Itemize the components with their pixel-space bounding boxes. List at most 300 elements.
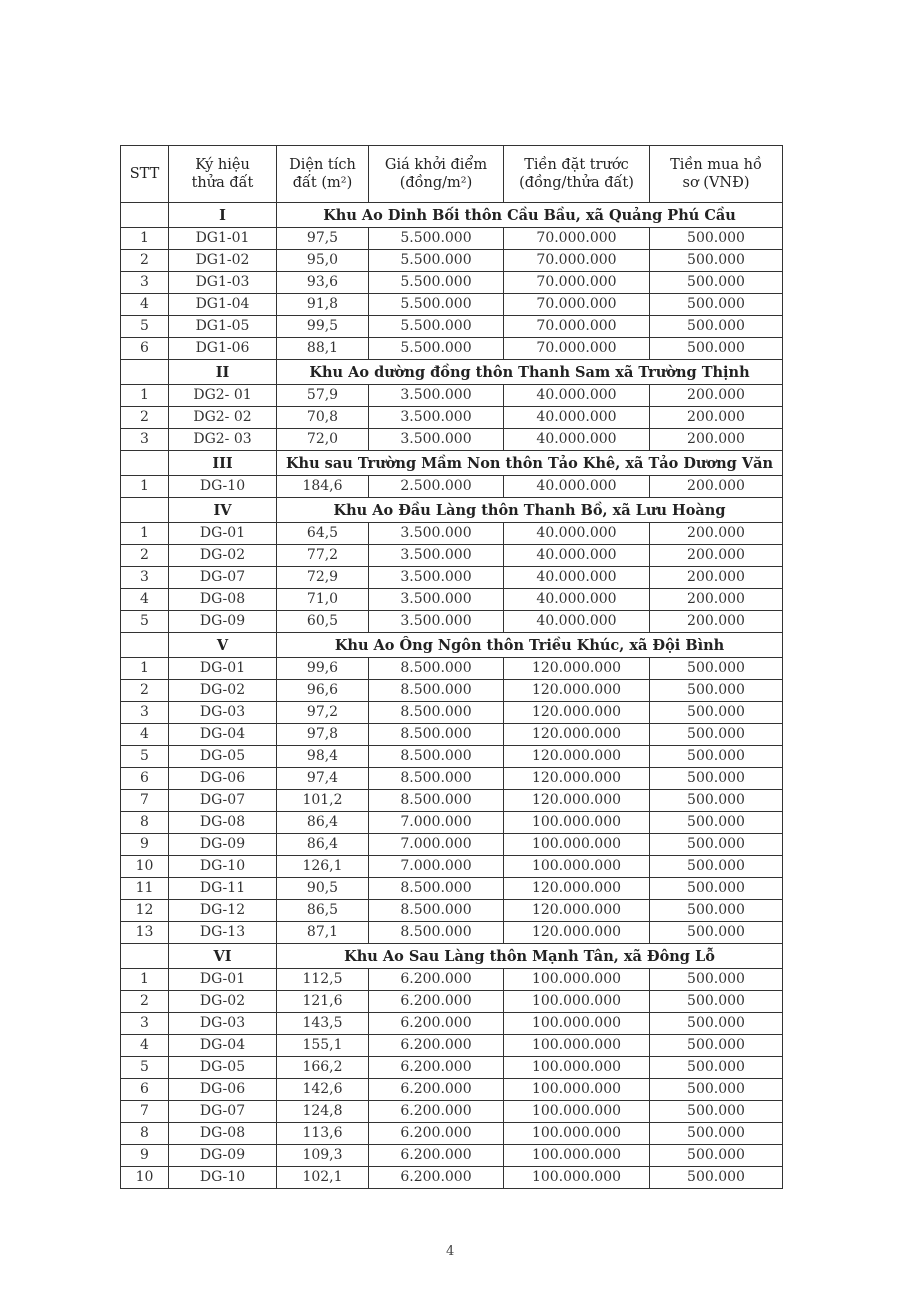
table-row bbox=[121, 272, 783, 294]
cell-plot-code: DG-02 bbox=[169, 545, 277, 567]
cell-dossier-fee: 200.000 bbox=[650, 523, 783, 545]
table-row bbox=[121, 294, 783, 316]
cell-stt: 4 bbox=[121, 589, 169, 611]
cell-deposit: 70.000.000 bbox=[504, 338, 650, 360]
cell-deposit: 70.000.000 bbox=[504, 250, 650, 272]
cell-stt: 2 bbox=[121, 407, 169, 429]
cell-dossier-fee: 500.000 bbox=[650, 1145, 783, 1167]
cell-deposit: 40.000.000 bbox=[504, 567, 650, 589]
cell-stt: 3 bbox=[121, 272, 169, 294]
cell-plot-code: DG-01 bbox=[169, 658, 277, 680]
section-name: Khu Ao Đầu Làng thôn Thanh Bồ, xã Lưu Hoàng bbox=[277, 498, 783, 523]
cell-deposit: 100.000.000 bbox=[504, 1145, 650, 1167]
cell-stt: 10 bbox=[121, 856, 169, 878]
table-row bbox=[121, 969, 783, 991]
section-row bbox=[121, 944, 783, 969]
header-line: (đồng/thửa đất) bbox=[519, 175, 634, 191]
cell-dossier-fee: 500.000 bbox=[650, 338, 783, 360]
cell-dossier-fee: 500.000 bbox=[650, 1035, 783, 1057]
cell-area: 124,8 bbox=[277, 1101, 369, 1123]
cell-area: 97,2 bbox=[277, 702, 369, 724]
header-stt bbox=[121, 146, 169, 203]
header-line: STT bbox=[129, 166, 160, 182]
section-empty-cell bbox=[121, 451, 169, 476]
cell-plot-code: DG-06 bbox=[169, 768, 277, 790]
cell-plot-code: DG-06 bbox=[169, 1079, 277, 1101]
cell-stt: 4 bbox=[121, 724, 169, 746]
cell-starting-price: 3.500.000 bbox=[369, 407, 504, 429]
table-row bbox=[121, 746, 783, 768]
cell-deposit: 70.000.000 bbox=[504, 316, 650, 338]
cell-deposit: 100.000.000 bbox=[504, 812, 650, 834]
cell-deposit: 120.000.000 bbox=[504, 680, 650, 702]
cell-stt: 2 bbox=[121, 991, 169, 1013]
cell-area: 97,4 bbox=[277, 768, 369, 790]
header-line: Tiền đặt trước bbox=[524, 157, 629, 173]
cell-plot-code: DG-09 bbox=[169, 1145, 277, 1167]
cell-starting-price: 6.200.000 bbox=[369, 1035, 504, 1057]
cell-starting-price: 6.200.000 bbox=[369, 1123, 504, 1145]
header-starting-price bbox=[369, 146, 504, 203]
cell-starting-price: 3.500.000 bbox=[369, 429, 504, 451]
cell-area: 142,6 bbox=[277, 1079, 369, 1101]
section-row bbox=[121, 451, 783, 476]
cell-starting-price: 5.500.000 bbox=[369, 228, 504, 250]
cell-starting-price: 6.200.000 bbox=[369, 1057, 504, 1079]
table-row bbox=[121, 702, 783, 724]
cell-dossier-fee: 500.000 bbox=[650, 991, 783, 1013]
section-empty-cell bbox=[121, 498, 169, 523]
cell-plot-code: DG-12 bbox=[169, 900, 277, 922]
section-numeral: VI bbox=[169, 944, 277, 969]
cell-starting-price: 8.500.000 bbox=[369, 922, 504, 944]
header-line: Diện tích bbox=[289, 157, 356, 173]
cell-stt: 10 bbox=[121, 1167, 169, 1189]
cell-plot-code: DG-10 bbox=[169, 856, 277, 878]
cell-dossier-fee: 500.000 bbox=[650, 1167, 783, 1189]
cell-area: 97,8 bbox=[277, 724, 369, 746]
header-line: Giá khởi điểm bbox=[384, 157, 488, 173]
section-empty-cell bbox=[121, 944, 169, 969]
header-row bbox=[121, 146, 783, 203]
cell-area: 57,9 bbox=[277, 385, 369, 407]
cell-stt: 5 bbox=[121, 611, 169, 633]
cell-dossier-fee: 500.000 bbox=[650, 680, 783, 702]
cell-dossier-fee: 200.000 bbox=[650, 476, 783, 498]
cell-deposit: 100.000.000 bbox=[504, 834, 650, 856]
table-row bbox=[121, 385, 783, 407]
cell-deposit: 120.000.000 bbox=[504, 702, 650, 724]
cell-area: 86,4 bbox=[277, 812, 369, 834]
cell-plot-code: DG-04 bbox=[169, 1035, 277, 1057]
cell-starting-price: 8.500.000 bbox=[369, 790, 504, 812]
cell-deposit: 100.000.000 bbox=[504, 1013, 650, 1035]
cell-plot-code: DG-05 bbox=[169, 1057, 277, 1079]
cell-starting-price: 5.500.000 bbox=[369, 272, 504, 294]
cell-stt: 11 bbox=[121, 878, 169, 900]
cell-deposit: 120.000.000 bbox=[504, 900, 650, 922]
section-numeral: II bbox=[169, 360, 277, 385]
cell-area: 64,5 bbox=[277, 523, 369, 545]
cell-area: 71,0 bbox=[277, 589, 369, 611]
cell-dossier-fee: 500.000 bbox=[650, 900, 783, 922]
section-name: Khu Ao Ông Ngôn thôn Triều Khúc, xã Đội Bình bbox=[277, 633, 783, 658]
cell-dossier-fee: 500.000 bbox=[650, 272, 783, 294]
header-line: thửa đất bbox=[191, 175, 254, 191]
cell-deposit: 100.000.000 bbox=[504, 856, 650, 878]
cell-plot-code: DG2- 03 bbox=[169, 429, 277, 451]
cell-dossier-fee: 500.000 bbox=[650, 790, 783, 812]
cell-stt: 2 bbox=[121, 250, 169, 272]
table-row bbox=[121, 1013, 783, 1035]
cell-area: 155,1 bbox=[277, 1035, 369, 1057]
cell-plot-code: DG2- 01 bbox=[169, 385, 277, 407]
cell-starting-price: 8.500.000 bbox=[369, 878, 504, 900]
cell-plot-code: DG-05 bbox=[169, 746, 277, 768]
table-row bbox=[121, 1123, 783, 1145]
cell-stt: 7 bbox=[121, 790, 169, 812]
cell-deposit: 70.000.000 bbox=[504, 228, 650, 250]
cell-stt: 8 bbox=[121, 1123, 169, 1145]
cell-deposit: 100.000.000 bbox=[504, 1079, 650, 1101]
cell-dossier-fee: 500.000 bbox=[650, 316, 783, 338]
cell-stt: 8 bbox=[121, 812, 169, 834]
section-name: Khu Ao Sau Làng thôn Mạnh Tân, xã Đông Lỗ bbox=[277, 944, 783, 969]
header-dossier-fee bbox=[650, 146, 783, 203]
cell-area: 99,6 bbox=[277, 658, 369, 680]
cell-area: 91,8 bbox=[277, 294, 369, 316]
cell-stt: 1 bbox=[121, 523, 169, 545]
cell-stt: 6 bbox=[121, 1079, 169, 1101]
cell-area: 97,5 bbox=[277, 228, 369, 250]
cell-plot-code: DG-10 bbox=[169, 1167, 277, 1189]
cell-dossier-fee: 500.000 bbox=[650, 1079, 783, 1101]
header-line: Ký hiệu bbox=[195, 157, 250, 173]
cell-area: 72,9 bbox=[277, 567, 369, 589]
cell-starting-price: 6.200.000 bbox=[369, 1101, 504, 1123]
cell-plot-code: DG-03 bbox=[169, 1013, 277, 1035]
cell-deposit: 100.000.000 bbox=[504, 1101, 650, 1123]
cell-dossier-fee: 500.000 bbox=[650, 702, 783, 724]
cell-area: 95,0 bbox=[277, 250, 369, 272]
cell-stt: 4 bbox=[121, 294, 169, 316]
land-plot-table bbox=[120, 145, 783, 1189]
table-row bbox=[121, 611, 783, 633]
cell-starting-price: 8.500.000 bbox=[369, 746, 504, 768]
cell-starting-price: 7.000.000 bbox=[369, 812, 504, 834]
cell-stt: 1 bbox=[121, 228, 169, 250]
cell-plot-code: DG-07 bbox=[169, 567, 277, 589]
table-row bbox=[121, 228, 783, 250]
section-empty-cell bbox=[121, 633, 169, 658]
cell-deposit: 40.000.000 bbox=[504, 545, 650, 567]
page-number: 4 bbox=[446, 1244, 455, 1259]
cell-plot-code: DG1-03 bbox=[169, 272, 277, 294]
cell-starting-price: 8.500.000 bbox=[369, 724, 504, 746]
cell-dossier-fee: 200.000 bbox=[650, 589, 783, 611]
cell-dossier-fee: 500.000 bbox=[650, 658, 783, 680]
cell-deposit: 70.000.000 bbox=[504, 294, 650, 316]
section-name: Khu Ao Dinh Bối thôn Cầu Bầu, xã Quảng Phú Cầu bbox=[277, 203, 783, 228]
table-row bbox=[121, 1035, 783, 1057]
cell-deposit: 120.000.000 bbox=[504, 746, 650, 768]
cell-plot-code: DG-11 bbox=[169, 878, 277, 900]
cell-stt: 2 bbox=[121, 680, 169, 702]
cell-dossier-fee: 500.000 bbox=[650, 228, 783, 250]
cell-dossier-fee: 200.000 bbox=[650, 429, 783, 451]
cell-deposit: 40.000.000 bbox=[504, 589, 650, 611]
cell-area: 72,0 bbox=[277, 429, 369, 451]
cell-plot-code: DG-13 bbox=[169, 922, 277, 944]
table-row bbox=[121, 724, 783, 746]
cell-stt: 7 bbox=[121, 1101, 169, 1123]
section-numeral: IV bbox=[169, 498, 277, 523]
section-empty-cell bbox=[121, 360, 169, 385]
header-area bbox=[277, 146, 369, 203]
cell-deposit: 100.000.000 bbox=[504, 969, 650, 991]
cell-plot-code: DG1-06 bbox=[169, 338, 277, 360]
cell-starting-price: 5.500.000 bbox=[369, 316, 504, 338]
cell-area: 121,6 bbox=[277, 991, 369, 1013]
cell-deposit: 120.000.000 bbox=[504, 658, 650, 680]
cell-plot-code: DG-02 bbox=[169, 680, 277, 702]
cell-deposit: 40.000.000 bbox=[504, 476, 650, 498]
table-row bbox=[121, 878, 783, 900]
cell-dossier-fee: 200.000 bbox=[650, 611, 783, 633]
cell-area: 126,1 bbox=[277, 856, 369, 878]
table-row bbox=[121, 407, 783, 429]
cell-plot-code: DG1-02 bbox=[169, 250, 277, 272]
cell-dossier-fee: 500.000 bbox=[650, 1123, 783, 1145]
cell-area: 98,4 bbox=[277, 746, 369, 768]
table-header bbox=[121, 146, 783, 203]
cell-stt: 4 bbox=[121, 1035, 169, 1057]
cell-stt: 5 bbox=[121, 316, 169, 338]
header-plot-code bbox=[169, 146, 277, 203]
cell-dossier-fee: 200.000 bbox=[650, 407, 783, 429]
table-row bbox=[121, 567, 783, 589]
section-numeral: V bbox=[169, 633, 277, 658]
cell-starting-price: 6.200.000 bbox=[369, 1079, 504, 1101]
cell-deposit: 120.000.000 bbox=[504, 768, 650, 790]
section-row bbox=[121, 633, 783, 658]
cell-deposit: 120.000.000 bbox=[504, 922, 650, 944]
section-row bbox=[121, 498, 783, 523]
header-line: (đồng/m²) bbox=[399, 175, 473, 191]
cell-starting-price: 3.500.000 bbox=[369, 611, 504, 633]
cell-stt: 12 bbox=[121, 900, 169, 922]
cell-starting-price: 3.500.000 bbox=[369, 385, 504, 407]
table-row bbox=[121, 900, 783, 922]
cell-plot-code: DG-04 bbox=[169, 724, 277, 746]
cell-stt: 1 bbox=[121, 658, 169, 680]
cell-starting-price: 5.500.000 bbox=[369, 250, 504, 272]
cell-deposit: 40.000.000 bbox=[504, 523, 650, 545]
cell-dossier-fee: 500.000 bbox=[650, 250, 783, 272]
cell-starting-price: 3.500.000 bbox=[369, 589, 504, 611]
header-line: sơ (VNĐ) bbox=[682, 175, 750, 191]
section-row bbox=[121, 203, 783, 228]
cell-starting-price: 6.200.000 bbox=[369, 1167, 504, 1189]
table-row bbox=[121, 812, 783, 834]
cell-starting-price: 3.500.000 bbox=[369, 545, 504, 567]
cell-starting-price: 6.200.000 bbox=[369, 1145, 504, 1167]
cell-starting-price: 7.000.000 bbox=[369, 834, 504, 856]
cell-area: 88,1 bbox=[277, 338, 369, 360]
cell-dossier-fee: 500.000 bbox=[650, 724, 783, 746]
cell-dossier-fee: 500.000 bbox=[650, 746, 783, 768]
cell-deposit: 120.000.000 bbox=[504, 878, 650, 900]
cell-plot-code: DG1-04 bbox=[169, 294, 277, 316]
cell-dossier-fee: 200.000 bbox=[650, 385, 783, 407]
cell-area: 184,6 bbox=[277, 476, 369, 498]
cell-dossier-fee: 500.000 bbox=[650, 768, 783, 790]
cell-deposit: 40.000.000 bbox=[504, 385, 650, 407]
section-name: Khu sau Trường Mầm Non thôn Tảo Khê, xã Tảo Dương Văn bbox=[277, 451, 783, 476]
cell-starting-price: 6.200.000 bbox=[369, 1013, 504, 1035]
cell-area: 87,1 bbox=[277, 922, 369, 944]
table-row bbox=[121, 768, 783, 790]
cell-dossier-fee: 500.000 bbox=[650, 1101, 783, 1123]
cell-area: 102,1 bbox=[277, 1167, 369, 1189]
cell-dossier-fee: 500.000 bbox=[650, 812, 783, 834]
cell-dossier-fee: 500.000 bbox=[650, 294, 783, 316]
cell-plot-code: DG-08 bbox=[169, 1123, 277, 1145]
table-row bbox=[121, 316, 783, 338]
section-numeral: I bbox=[169, 203, 277, 228]
cell-plot-code: DG1-01 bbox=[169, 228, 277, 250]
cell-starting-price: 3.500.000 bbox=[369, 567, 504, 589]
cell-area: 60,5 bbox=[277, 611, 369, 633]
cell-stt: 1 bbox=[121, 385, 169, 407]
section-row bbox=[121, 360, 783, 385]
cell-plot-code: DG-09 bbox=[169, 611, 277, 633]
cell-stt: 9 bbox=[121, 1145, 169, 1167]
cell-dossier-fee: 200.000 bbox=[650, 567, 783, 589]
cell-plot-code: DG-09 bbox=[169, 834, 277, 856]
cell-area: 166,2 bbox=[277, 1057, 369, 1079]
cell-deposit: 100.000.000 bbox=[504, 1123, 650, 1145]
section-numeral: III bbox=[169, 451, 277, 476]
cell-starting-price: 3.500.000 bbox=[369, 523, 504, 545]
cell-stt: 2 bbox=[121, 545, 169, 567]
cell-stt: 3 bbox=[121, 1013, 169, 1035]
cell-area: 93,6 bbox=[277, 272, 369, 294]
table-row bbox=[121, 250, 783, 272]
cell-plot-code: DG-08 bbox=[169, 589, 277, 611]
cell-starting-price: 6.200.000 bbox=[369, 969, 504, 991]
cell-area: 70,8 bbox=[277, 407, 369, 429]
cell-area: 143,5 bbox=[277, 1013, 369, 1035]
table-row bbox=[121, 523, 783, 545]
header-deposit bbox=[504, 146, 650, 203]
cell-stt: 13 bbox=[121, 922, 169, 944]
cell-plot-code: DG1-05 bbox=[169, 316, 277, 338]
table-row bbox=[121, 589, 783, 611]
table-row bbox=[121, 658, 783, 680]
cell-plot-code: DG-01 bbox=[169, 969, 277, 991]
cell-stt: 1 bbox=[121, 969, 169, 991]
cell-stt: 9 bbox=[121, 834, 169, 856]
cell-stt: 1 bbox=[121, 476, 169, 498]
cell-starting-price: 8.500.000 bbox=[369, 658, 504, 680]
table-row bbox=[121, 1167, 783, 1189]
table-row bbox=[121, 856, 783, 878]
header-line: đất (m²) bbox=[292, 175, 353, 191]
cell-plot-code: DG-03 bbox=[169, 702, 277, 724]
cell-deposit: 120.000.000 bbox=[504, 724, 650, 746]
cell-stt: 6 bbox=[121, 338, 169, 360]
table-row bbox=[121, 1145, 783, 1167]
cell-plot-code: DG-01 bbox=[169, 523, 277, 545]
cell-deposit: 100.000.000 bbox=[504, 1035, 650, 1057]
cell-deposit: 70.000.000 bbox=[504, 272, 650, 294]
table-row bbox=[121, 790, 783, 812]
cell-dossier-fee: 500.000 bbox=[650, 922, 783, 944]
cell-stt: 3 bbox=[121, 702, 169, 724]
cell-dossier-fee: 500.000 bbox=[650, 1057, 783, 1079]
table-row bbox=[121, 922, 783, 944]
cell-dossier-fee: 500.000 bbox=[650, 856, 783, 878]
cell-starting-price: 8.500.000 bbox=[369, 900, 504, 922]
table-row bbox=[121, 991, 783, 1013]
cell-area: 77,2 bbox=[277, 545, 369, 567]
cell-stt: 5 bbox=[121, 1057, 169, 1079]
cell-starting-price: 6.200.000 bbox=[369, 991, 504, 1013]
cell-dossier-fee: 500.000 bbox=[650, 969, 783, 991]
cell-stt: 3 bbox=[121, 567, 169, 589]
cell-starting-price: 5.500.000 bbox=[369, 338, 504, 360]
cell-deposit: 40.000.000 bbox=[504, 407, 650, 429]
cell-area: 96,6 bbox=[277, 680, 369, 702]
table-row bbox=[121, 680, 783, 702]
table-row bbox=[121, 1101, 783, 1123]
cell-starting-price: 2.500.000 bbox=[369, 476, 504, 498]
header-line: Tiền mua hồ bbox=[670, 157, 762, 173]
cell-starting-price: 8.500.000 bbox=[369, 680, 504, 702]
cell-plot-code: DG-07 bbox=[169, 790, 277, 812]
cell-area: 99,5 bbox=[277, 316, 369, 338]
cell-starting-price: 8.500.000 bbox=[369, 768, 504, 790]
cell-deposit: 40.000.000 bbox=[504, 611, 650, 633]
cell-area: 101,2 bbox=[277, 790, 369, 812]
cell-deposit: 100.000.000 bbox=[504, 991, 650, 1013]
cell-dossier-fee: 200.000 bbox=[650, 545, 783, 567]
cell-plot-code: DG2- 02 bbox=[169, 407, 277, 429]
cell-deposit: 100.000.000 bbox=[504, 1167, 650, 1189]
table-body bbox=[121, 203, 783, 1189]
table-row bbox=[121, 1057, 783, 1079]
cell-plot-code: DG-02 bbox=[169, 991, 277, 1013]
section-empty-cell bbox=[121, 203, 169, 228]
cell-deposit: 100.000.000 bbox=[504, 1057, 650, 1079]
cell-area: 109,3 bbox=[277, 1145, 369, 1167]
cell-area: 113,6 bbox=[277, 1123, 369, 1145]
cell-area: 112,5 bbox=[277, 969, 369, 991]
cell-starting-price: 8.500.000 bbox=[369, 702, 504, 724]
cell-stt: 6 bbox=[121, 768, 169, 790]
cell-plot-code: DG-08 bbox=[169, 812, 277, 834]
table-row bbox=[121, 834, 783, 856]
table-row bbox=[121, 476, 783, 498]
table-row bbox=[121, 1079, 783, 1101]
cell-deposit: 40.000.000 bbox=[504, 429, 650, 451]
cell-plot-code: DG-10 bbox=[169, 476, 277, 498]
cell-area: 86,4 bbox=[277, 834, 369, 856]
cell-area: 86,5 bbox=[277, 900, 369, 922]
cell-stt: 5 bbox=[121, 746, 169, 768]
table-row bbox=[121, 429, 783, 451]
